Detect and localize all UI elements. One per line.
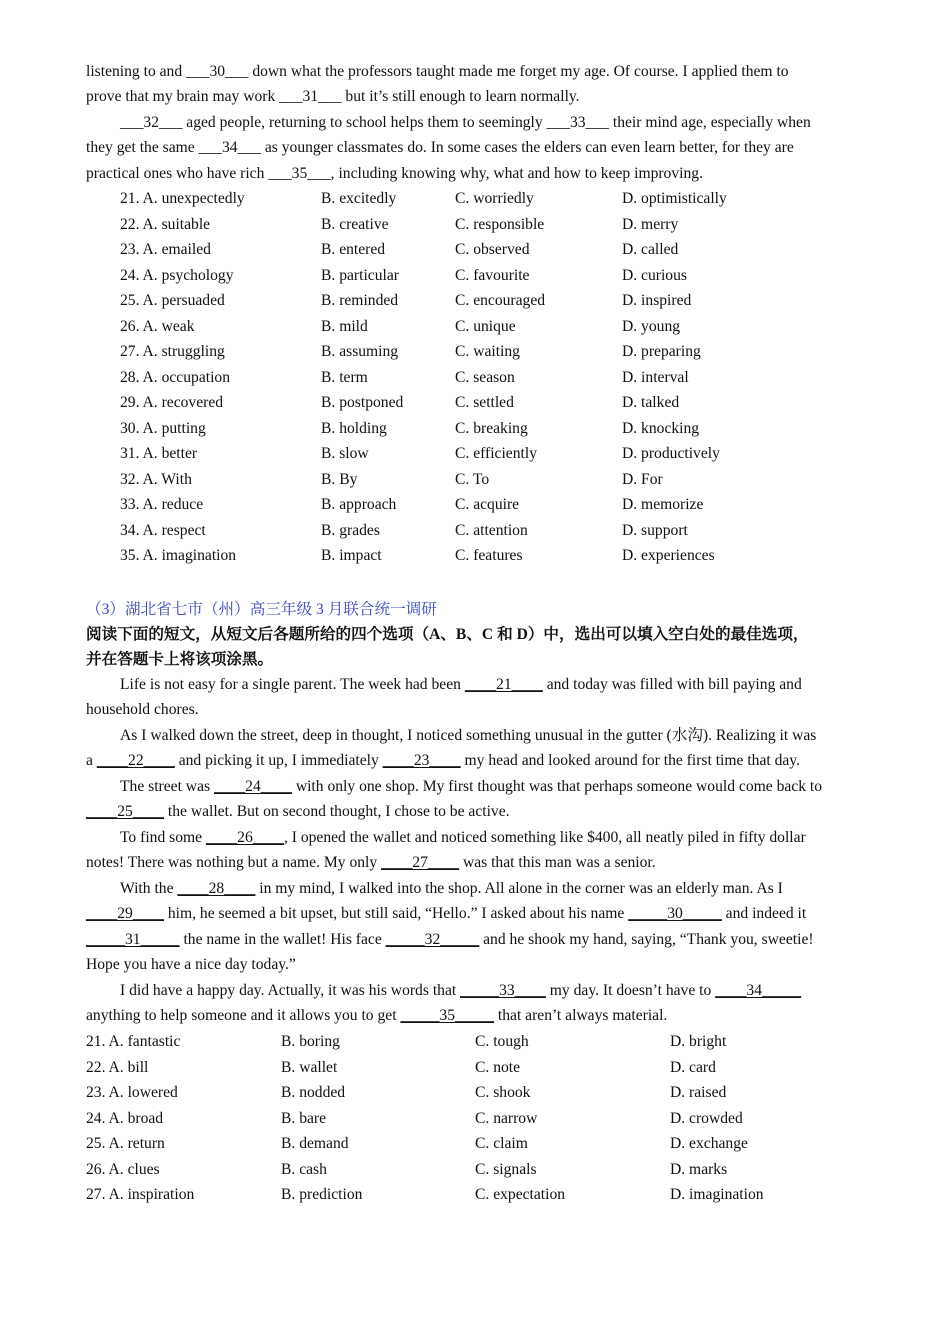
- option-text: D. marks: [670, 1160, 728, 1178]
- option-text: B. particular: [321, 266, 399, 284]
- passage-text: my day. It doesn’t have to: [545, 982, 716, 999]
- option-text: 29. A. recovered: [120, 394, 224, 411]
- option-text: 31. A. better: [120, 445, 198, 462]
- blank: ____28____: [177, 880, 256, 897]
- option-text: D. For: [622, 470, 663, 488]
- passage-text: the name in the wallet! His face: [179, 931, 386, 948]
- option-text: B. prediction: [281, 1186, 363, 1203]
- blank: ____34_____: [715, 982, 801, 999]
- option-text: D. called: [622, 241, 679, 258]
- passage-text: anything to help someone and it allows you to get: [86, 1007, 401, 1024]
- option-text: C. season: [455, 368, 515, 386]
- passage3-line: [86, 751, 800, 771]
- option-text: C. note: [475, 1058, 521, 1076]
- option-text: C. narrow: [475, 1109, 538, 1127]
- blank: ____22____: [96, 752, 175, 769]
- option-text: C. responsible: [455, 215, 545, 233]
- passage3-line: [86, 802, 510, 822]
- option-text: B. holding: [321, 419, 387, 437]
- passage3-line: [86, 700, 199, 720]
- option-text: D. crowded: [670, 1109, 743, 1127]
- passage3-line: [86, 955, 296, 975]
- passage-text: and picking it up, I immediately: [174, 752, 383, 769]
- option-text: 23. A. lowered: [86, 1084, 178, 1101]
- option-text: B. reminded: [321, 292, 399, 309]
- passage-text: him, he seemed a bit upset, but still said, “Hello.” I asked about his name: [163, 905, 629, 922]
- passage1-line: they get the same ___34___ as younger classmates do. In some cases the elders can even learn better, for they are: [86, 139, 794, 156]
- option-text: 24. A. psychology: [120, 266, 234, 284]
- blank: _____35_____: [400, 1007, 494, 1024]
- option-text: B. nodded: [281, 1084, 346, 1101]
- option-text: C. settled: [455, 394, 514, 411]
- passage-text: with only one shop. My first thought was that perhaps someone would come back to: [291, 778, 823, 795]
- option-text: 25. A. persuaded: [120, 292, 225, 309]
- passage-text: and he shook my hand, saying, “Thank you, sweetie!: [479, 931, 814, 948]
- passage-text: the wallet. But on second thought, I chose to be active.: [163, 803, 510, 820]
- option-text: B. slow: [321, 445, 369, 462]
- option-text: 22. A. suitable: [120, 215, 211, 233]
- option-text: C. efficiently: [455, 445, 537, 462]
- option-text: C. tough: [475, 1033, 529, 1050]
- option-text: D. bright: [670, 1033, 727, 1050]
- option-text: B. bare: [281, 1109, 327, 1127]
- option-text: 21. A. unexpectedly: [120, 190, 245, 207]
- passage1-line: practical ones who have rich ___35___, including knowing why, what and how to keep improving.: [86, 165, 703, 182]
- option-text: C. waiting: [455, 343, 520, 360]
- option-text: B. boring: [281, 1033, 340, 1050]
- option-text: D. support: [622, 521, 688, 539]
- passage3-line: [86, 904, 806, 924]
- option-text: C. worriedly: [455, 190, 534, 207]
- passage3-line: [120, 981, 801, 1001]
- option-text: B. cash: [281, 1160, 327, 1178]
- passage-text: To find some: [120, 829, 206, 846]
- option-text: D. experiences: [622, 547, 715, 564]
- option-text: 27. A. inspiration: [86, 1186, 195, 1203]
- instruction-line: 阅读下面的短文，从短文后各题所给的四个选项（A、B、C 和 D）中，选出可以填入空白处的最佳选项，: [86, 626, 809, 643]
- option-text: 35. A. imagination: [120, 547, 237, 564]
- passage1-line: prove that my brain may work ___31___ but it’s still enough to learn normally.: [86, 88, 580, 105]
- option-text: C. encouraged: [455, 292, 546, 309]
- passage-text: was that this man was a senior.: [459, 854, 656, 871]
- passage-text: As I walked down the street, deep in thought, I noticed something unusual in the gutter (水沟). Realizing it was: [120, 727, 817, 744]
- option-text: 26. A. weak: [120, 317, 195, 335]
- option-text: 27. A. struggling: [120, 343, 225, 360]
- blank: ____25____: [86, 803, 164, 820]
- passage-text: notes! There was nothing but a name. My only: [86, 854, 382, 871]
- option-text: B. wallet: [281, 1058, 338, 1076]
- passage-text: Hope you have a nice day today.”: [86, 956, 296, 973]
- instruction-line: 并在答题卡上将该项涂黑。: [86, 651, 274, 668]
- option-text: 30. A. putting: [120, 419, 206, 437]
- option-text: B. postponed: [321, 394, 404, 411]
- option-text: D. talked: [622, 394, 680, 411]
- blank: ____23____: [382, 752, 461, 769]
- passage-text: and today was filled with bill paying and: [542, 676, 802, 693]
- option-text: 24. A. broad: [86, 1109, 164, 1127]
- option-text: 34. A. respect: [120, 521, 206, 539]
- blank: ____29____: [86, 905, 164, 922]
- passage-text: I did have a happy day. Actually, it was his words that: [120, 982, 461, 999]
- option-text: B. impact: [321, 547, 382, 564]
- option-text: C. signals: [475, 1160, 537, 1178]
- passage3-line: [120, 879, 783, 899]
- passage-text: , I opened the wallet and noticed something like $400, all neatly piled in fifty dollar: [283, 829, 806, 846]
- passage3-line: [86, 853, 656, 873]
- passage-text: household chores.: [86, 701, 199, 718]
- passage-text: my head and looked around for the first time that day.: [460, 752, 800, 769]
- option-text: B. term: [321, 368, 368, 386]
- passage-text: Life is not easy for a single parent. The week had been: [120, 676, 465, 693]
- option-text: 25. A. return: [86, 1135, 165, 1152]
- option-text: D. memorize: [622, 496, 704, 513]
- option-text: B. creative: [321, 215, 389, 233]
- blank: ____26____: [205, 829, 284, 846]
- passage3-line: [120, 828, 806, 848]
- option-text: D. optimistically: [622, 190, 727, 207]
- option-text: 23. A. emailed: [120, 241, 211, 258]
- blank: ____27____: [381, 854, 460, 871]
- blank: _____33____: [460, 982, 546, 999]
- option-text: D. interval: [622, 368, 689, 386]
- passage-text: With the: [120, 880, 178, 897]
- option-text: B. approach: [321, 496, 397, 513]
- option-text: D. preparing: [622, 343, 701, 360]
- option-text: C. unique: [455, 317, 516, 335]
- passage-text: The street was: [120, 778, 214, 795]
- passage-text: in my mind, I walked into the shop. All alone in the corner was an elderly man. As I: [255, 880, 783, 897]
- option-text: 26. A. clues: [86, 1160, 160, 1178]
- option-text: 33. A. reduce: [120, 496, 204, 513]
- option-text: 32. A. With: [120, 470, 192, 488]
- option-text: D. raised: [670, 1084, 727, 1101]
- option-text: D. exchange: [670, 1135, 748, 1152]
- passage-text: a: [86, 752, 97, 769]
- passage-text: and indeed it: [721, 905, 807, 922]
- option-text: C. claim: [475, 1135, 528, 1152]
- blank: ____21____: [464, 676, 543, 693]
- option-text: C. To: [455, 470, 490, 488]
- option-text: B. grades: [321, 521, 380, 539]
- option-text: B. demand: [281, 1135, 349, 1152]
- option-text: C. attention: [455, 521, 528, 539]
- passage3-line: [120, 726, 816, 746]
- option-text: D. young: [622, 317, 681, 335]
- passage-text: that aren’t always material.: [494, 1007, 668, 1024]
- option-text: C. favourite: [455, 266, 530, 284]
- option-text: D. productively: [622, 445, 720, 462]
- option-text: B. By: [321, 470, 358, 488]
- option-text: 21. A. fantastic: [86, 1033, 181, 1050]
- option-text: C. expectation: [475, 1186, 566, 1203]
- passage1-line: listening to and ___30___ down what the professors taught made me forget my age. Of course. I applied them to: [86, 63, 789, 80]
- blank: _____30_____: [628, 905, 722, 922]
- passage3-line: [120, 777, 822, 797]
- passage3-line: [120, 675, 802, 695]
- passage3-line: [86, 930, 814, 950]
- option-text: C. breaking: [455, 419, 528, 437]
- option-text: D. knocking: [622, 419, 700, 437]
- option-text: C. shook: [475, 1084, 531, 1101]
- passage1-line: ___32___ aged people, returning to school helps them to seemingly ___33___ their mind age, especially when: [120, 114, 811, 131]
- option-text: 22. A. bill: [86, 1058, 149, 1076]
- blank: _____32_____: [385, 931, 480, 948]
- option-text: C. observed: [455, 241, 530, 258]
- option-text: C. features: [455, 547, 523, 564]
- option-text: D. imagination: [670, 1186, 764, 1203]
- passage3-line: [86, 1006, 667, 1026]
- option-text: D. merry: [622, 215, 679, 233]
- blank: _____31_____: [86, 931, 180, 948]
- section-heading: （3）湖北省七市（州）高三年级 3 月联合统一调研: [86, 601, 437, 618]
- option-text: D. curious: [622, 266, 687, 284]
- option-text: B. excitedly: [321, 190, 397, 207]
- option-text: B. entered: [321, 241, 386, 258]
- option-text: D. card: [670, 1058, 716, 1076]
- option-text: C. acquire: [455, 496, 520, 513]
- option-text: B. assuming: [321, 343, 399, 360]
- option-text: D. inspired: [622, 292, 692, 309]
- blank: ____24____: [213, 778, 292, 795]
- option-text: 28. A. occupation: [120, 368, 231, 386]
- option-text: B. mild: [321, 317, 368, 335]
